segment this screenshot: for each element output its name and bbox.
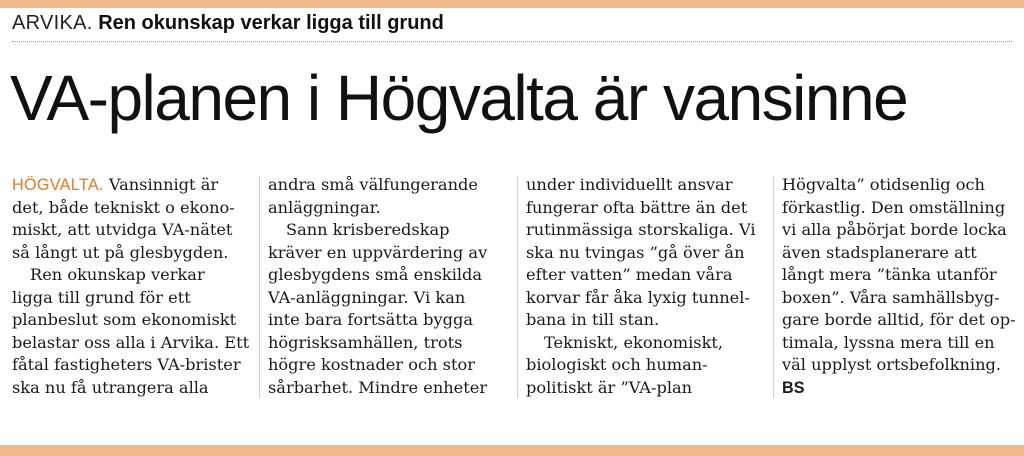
text-line: sårbarhet. Mindre enheter xyxy=(268,377,488,397)
text-line: VA-anläggningar. Vi kan xyxy=(268,287,466,307)
text-line: högre kostnader och stor xyxy=(268,355,475,374)
text-line: miskt, att utvidga VA-nätet xyxy=(12,220,233,239)
text-line: glesbygdens små enskilda xyxy=(268,265,483,284)
text-line: ska nu tvingas ”gå över ån xyxy=(526,242,745,262)
kicker-divider xyxy=(12,41,1012,42)
text-line: Ren okunskap verkar xyxy=(30,265,205,284)
text-line: planbeslut som ekonomiskt xyxy=(12,310,237,329)
column-divider xyxy=(517,176,518,398)
text-line: politiskt är ”VA-plan xyxy=(526,377,693,397)
headline: VA-planen i Högvalta är vansinne xyxy=(10,62,908,134)
text-line: Tekniskt, ekonomiskt, xyxy=(544,332,724,352)
text-line: korvar får åka lyxig tunnel- xyxy=(526,287,750,307)
text-line: långt mera ”tänka utanför xyxy=(782,265,997,284)
text-line: anläggningar. xyxy=(268,197,381,217)
text-line: Sann krisberedskap xyxy=(286,220,450,239)
article-column-4 xyxy=(782,174,1022,399)
text-line: fåtal fastigheters VA-brister xyxy=(12,355,241,374)
text-line: så långt ut på glesbygden. xyxy=(12,242,229,262)
column-divider xyxy=(259,176,260,398)
text-line: efter vatten” medan våra xyxy=(526,265,733,284)
text-line: rutinmässiga storskaliga. Vi xyxy=(526,220,756,239)
text-line: andra små välfungerande xyxy=(268,175,478,194)
text-line: ska nu få utrangera alla xyxy=(12,377,209,397)
text-line: Högvalta” otidsenlig och xyxy=(782,175,985,194)
text-line: väl upplyst ortsbefolkning. xyxy=(782,355,1002,374)
author-signature: BS xyxy=(782,378,805,397)
article-column-3 xyxy=(526,174,766,399)
text-line: högrisksamhällen, trots xyxy=(268,332,463,352)
text-line: boxen”. Våra samhällsbyg- xyxy=(782,287,1000,307)
article-column-1 xyxy=(12,174,252,399)
text-line: ligga till grund för ett xyxy=(12,287,191,307)
article-column-2 xyxy=(268,174,508,399)
top-accent-bar xyxy=(0,0,1024,8)
text-line: timala, lyssna mera till en xyxy=(782,332,995,352)
kicker-subtitle: Ren okunskap verkar ligga till grund xyxy=(98,12,444,34)
text-line: förkastlig. Den omställning xyxy=(782,197,1006,217)
text-line: biologiskt och human- xyxy=(526,355,708,374)
text-line: även stadsplanerare att xyxy=(782,242,977,262)
text-line: det, både tekniskt o ekono- xyxy=(12,197,235,217)
text-line: fungerar ofta bättre än det xyxy=(526,197,748,217)
text-line: bana in till stan. xyxy=(526,310,660,329)
text-line: under individuellt ansvar xyxy=(526,175,733,194)
kicker-place: ARVIKA. xyxy=(12,12,93,34)
dateline: HÖGVALTA. xyxy=(12,176,104,194)
text-line: inte bara fortsätta bygga xyxy=(268,310,474,329)
text-line: vi alla påbörjat borde locka xyxy=(782,220,1007,239)
column-divider xyxy=(773,176,774,398)
text-line: HÖGVALTA. Vansinnigt är xyxy=(12,175,219,194)
kicker xyxy=(12,12,444,35)
text-line: kräver en uppvärdering av xyxy=(268,242,488,262)
bottom-accent-bar xyxy=(0,445,1024,456)
text-line: gare borde alltid, för det op- xyxy=(782,310,1016,329)
text-line: belastar oss alla i Arvika. Ett xyxy=(12,332,250,352)
